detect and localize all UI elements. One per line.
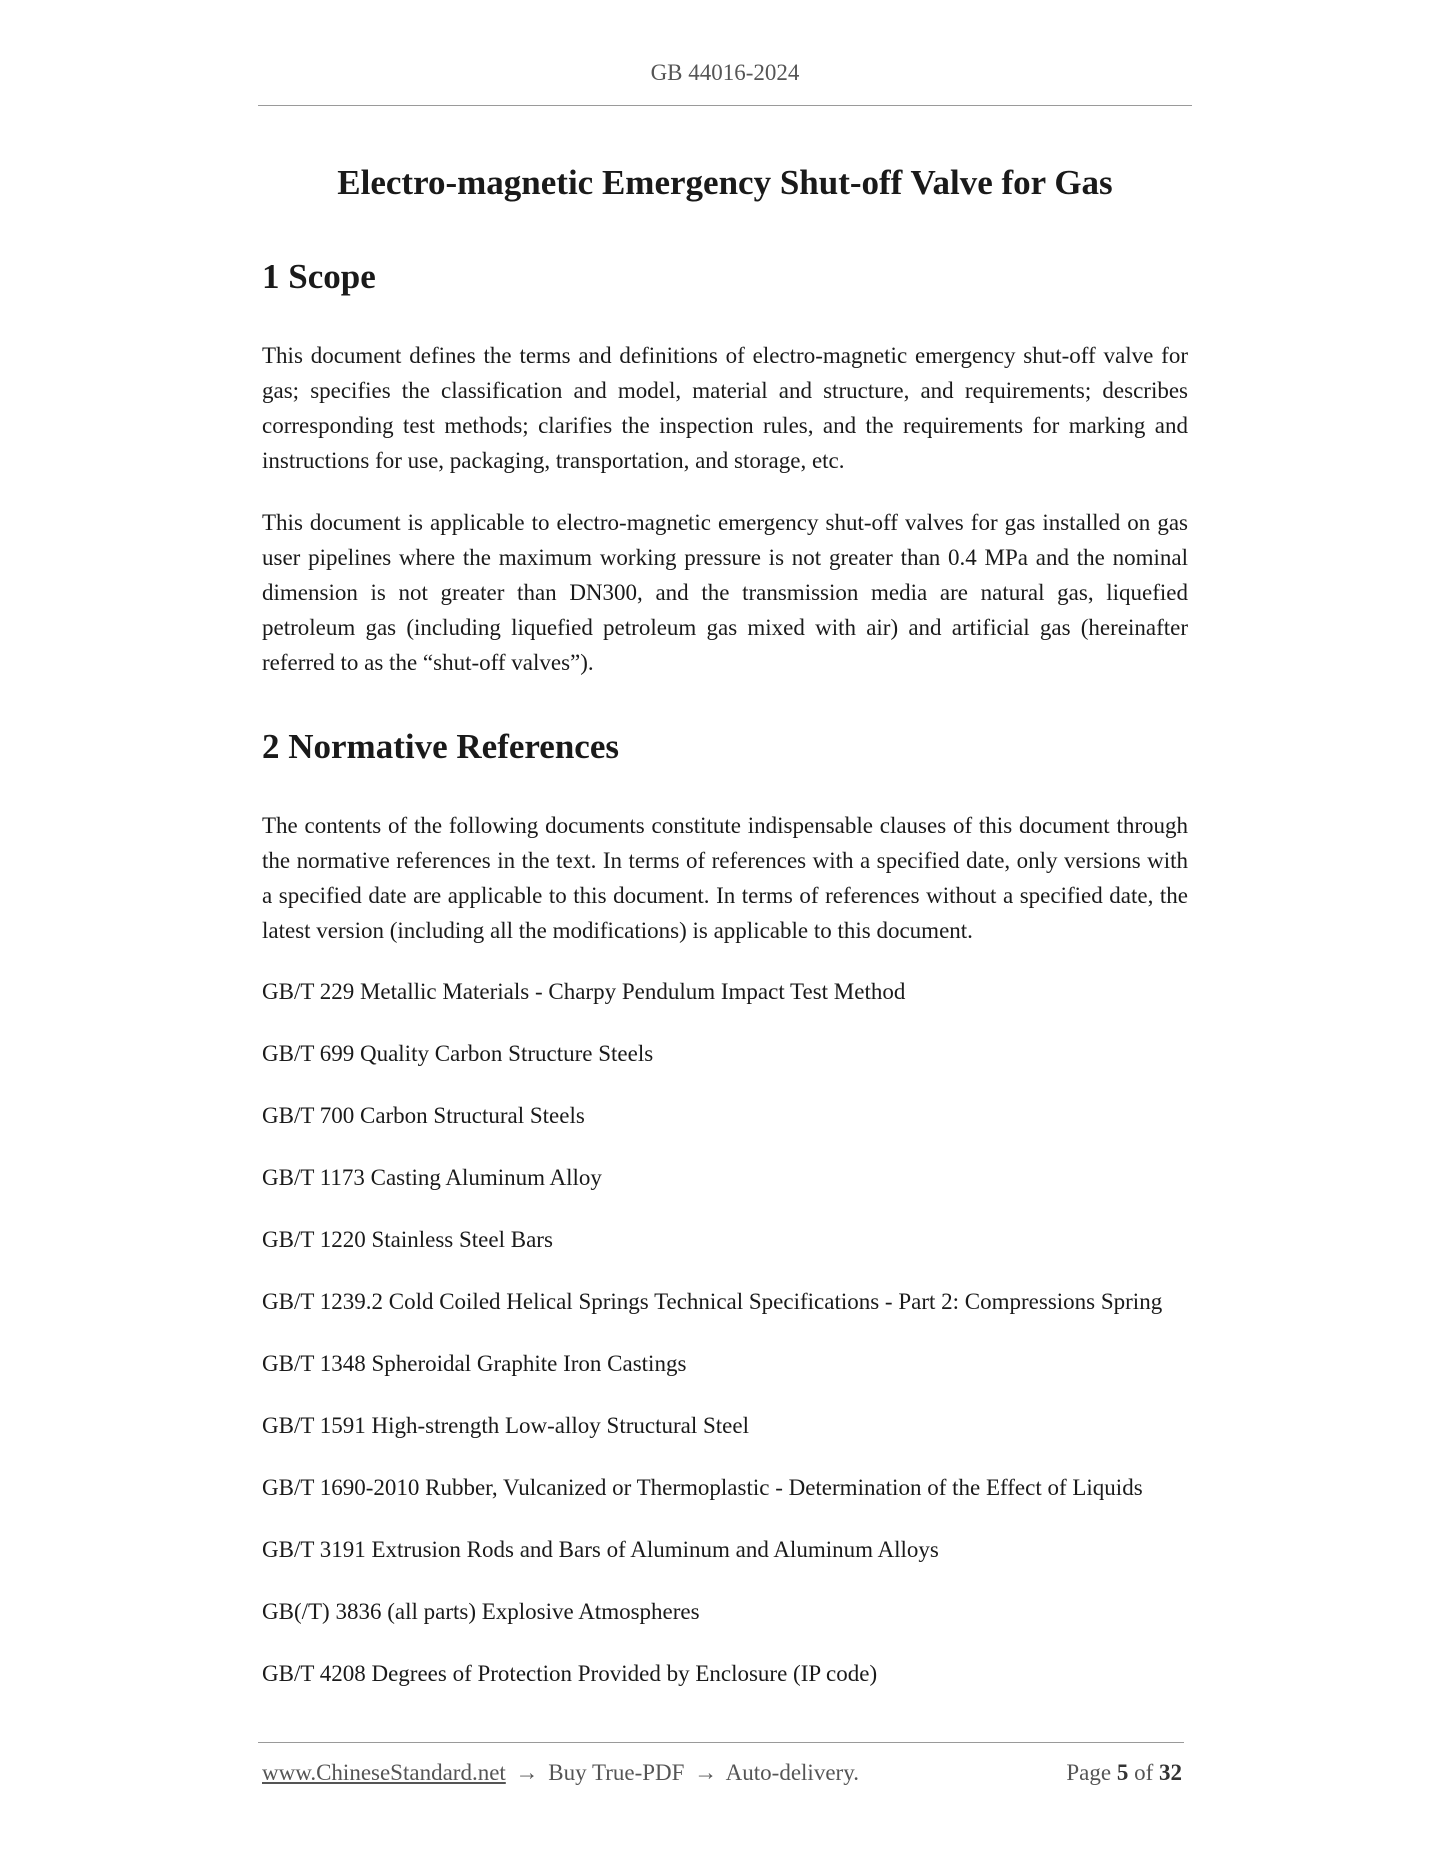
reference-item: GB/T 4208 Degrees of Protection Provided by Enclosure (IP code) — [262, 1661, 878, 1686]
arrow-right-icon: → — [515, 1760, 539, 1785]
section-heading: 2 Normative References — [262, 727, 619, 766]
header-divider — [258, 105, 1192, 106]
paragraph: This document defines the terms and definitions of electro-magnetic emergency shut-off valve for gas; specifies the classification and model, material and structure, and requirements; describes corresponding test methods; clarifies the inspection rules, and the requirements for marking and instructions for use, packaging, transportation, and storage, etc. — [262, 343, 1188, 473]
website-link[interactable]: www.ChineseStandard.net — [262, 1760, 506, 1785]
reference-item: GB/T 3191 Extrusion Rods and Bars of Aluminum and Aluminum Alloys — [262, 1537, 939, 1562]
document-body — [262, 160, 1188, 1691]
reference-list — [262, 974, 1188, 1691]
document-title: Electro-magnetic Emergency Shut-off Valve for Gas — [337, 163, 1113, 202]
paragraph: This document is applicable to electro-magnetic emergency shut-off valves for gas installed on gas user pipelines where the maximum working pressure is not greater than 0.4 MPa and the nominal dimension is not greater than DN300, and the transmission media are natural gas, liquefied petroleum gas (including liquefied petroleum gas mixed with air) and artificial gas (hereinafter referred to as the “shut-off valves”). — [262, 510, 1188, 675]
reference-item: GB/T 1173 Casting Aluminum Alloy — [262, 1165, 602, 1190]
section-heading: 1 Scope — [262, 257, 376, 296]
reference-item: GB/T 700 Carbon Structural Steels — [262, 1103, 585, 1128]
page-current: 5 — [1116, 1760, 1129, 1785]
arrow-right-icon: → — [694, 1760, 718, 1785]
standard-code: GB 44016-2024 — [650, 60, 800, 85]
page-header — [258, 60, 1192, 86]
section-scope — [262, 254, 1188, 680]
footer-promo — [262, 1760, 859, 1786]
reference-item: GB/T 1591 High-strength Low-alloy Structural Steel — [262, 1413, 749, 1438]
reference-item: GB/T 1220 Stainless Steel Bars — [262, 1227, 553, 1252]
reference-item: GB(/T) 3836 (all parts) Explosive Atmospheres — [262, 1599, 700, 1624]
reference-item: GB/T 229 Metallic Materials - Charpy Pendulum Impact Test Method — [262, 979, 906, 1004]
footer-divider — [258, 1742, 1184, 1743]
buy-pdf-text: Buy True-PDF — [548, 1760, 685, 1785]
reference-item: GB/T 699 Quality Carbon Structure Steels — [262, 1041, 654, 1066]
page-total: 32 — [1159, 1760, 1182, 1785]
paragraph: The contents of the following documents constitute indispensable clauses of this document through the normative references in the text. In terms of references with a specified date, only versions with a specified date are applicable to this document. In terms of references without a specified date, the latest version (including all the modifications) is applicable to this document. — [262, 813, 1188, 943]
page-of-label: of — [1134, 1760, 1154, 1785]
reference-item: GB/T 1239.2 Cold Coiled Helical Springs Technical Specifications - Part 2: Compressions Spring — [262, 1289, 1163, 1314]
auto-delivery-text: Auto-delivery. — [725, 1760, 859, 1785]
reference-item: GB/T 1690-2010 Rubber, Vulcanized or Thermoplastic - Determination of the Effect of Liquids — [262, 1475, 1143, 1500]
reference-item: GB/T 1348 Spheroidal Graphite Iron Castings — [262, 1351, 687, 1376]
page-indicator — [1066, 1760, 1182, 1786]
section-normative-references — [262, 724, 1188, 1691]
page-label: Page — [1066, 1760, 1112, 1785]
